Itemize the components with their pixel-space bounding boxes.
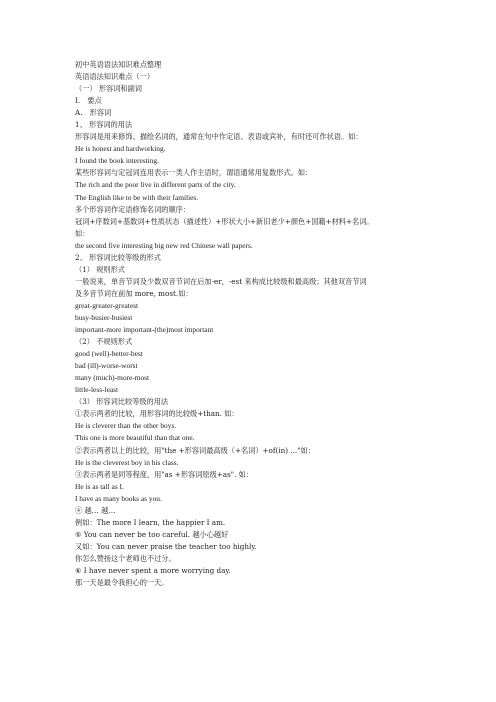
outline-heading: （3） 形容词比较等级的用法 [75, 397, 169, 407]
paragraph-line: 冠词+序数词+基数词+性质状态（描述性）+形状大小+新旧老少+颜色+国籍+材料+名词。 [75, 216, 374, 226]
example-sentence: little-less-least [75, 385, 119, 395]
paragraph-line: 你怎么赞扬这个老师也不过分。 [75, 553, 176, 563]
paragraph-line: 一般说来，单音节词及少数双音节词在后加-er，-est 来构成比较级和最高级；其他双音节词 [75, 276, 367, 286]
paragraph-line: 又如：You can never praise the teacher too highly. [75, 541, 257, 551]
paragraph-line: 那一天是最令我担心的一天。 [75, 578, 169, 588]
outline-heading: 2、 形容词比较等级的形式 [75, 252, 161, 262]
section-subheading: （一） 形容词和副词 [75, 84, 142, 94]
paragraph-line: ④ 越… 越… [75, 505, 116, 515]
outline-heading: 1、 形容词的用法 [75, 120, 133, 130]
paragraph-line: 例如：The more I learn, the happier I am. [75, 517, 226, 527]
outline-heading: A. 形容词 [75, 108, 112, 118]
example-sentence: many (much)-more-most [75, 373, 150, 383]
example-sentence: busy-busier-busiest [75, 312, 133, 322]
outline-heading: （2） 不规则形式 [75, 337, 133, 347]
example-sentence: great-greater-greatest [75, 300, 139, 310]
paragraph-line: 及多音节词在前加 more, most.如： [75, 288, 193, 298]
section-heading: 英语语法知识难点（一） [75, 72, 155, 82]
example-sentence: good (well)-better-best [75, 349, 143, 359]
paragraph-line: 多个形容词作定语修饰名词的顺序： [75, 204, 191, 214]
paragraph-line: 如： [75, 228, 90, 238]
outline-heading: （1） 规则形式 [75, 264, 125, 274]
example-sentence: I found the book interesting. [75, 156, 159, 166]
example-sentence: He is as tall as I. [75, 481, 124, 491]
example-sentence: important-more important-(the)most important [75, 325, 214, 335]
document-body [75, 59, 435, 589]
paragraph-line: ③表示两者是同等程度，用"as +形容词原级+as". 如： [75, 469, 254, 479]
paragraph-line: ⑤ You can never be too careful. 越小心越好 [75, 529, 229, 539]
paragraph-line: 某些形容词与定冠词连用表示一类人作主语时，谓语通常用复数形式。如： [75, 168, 313, 178]
paragraph-line: ②表示两者以上的比较，用"the +形容词最高级（+名词）+of(in) ..."如： [75, 445, 315, 455]
paragraph-line: 形容词是用来修饰、描绘名词的，通常在句中作定语、表语或宾补，有时还可作状语。如： [75, 132, 363, 142]
example-sentence: I have as many books as you. [75, 493, 162, 503]
example-sentence: He is cleverer than the other boys. [75, 421, 177, 431]
example-sentence: This one is more beautiful than that one. [75, 433, 195, 443]
paragraph-line: ⑥ I have never spent a more worrying day. [75, 565, 231, 575]
example-sentence: the second five interesting big new red Chinese wall papers. [75, 240, 253, 250]
example-sentence: The English like to be with their families. [75, 192, 199, 202]
example-sentence: He is honest and hardworking. [75, 144, 166, 154]
example-sentence: The rich and the poor live in different parts of the city. [75, 180, 236, 190]
outline-heading: I. 要点 [75, 96, 102, 106]
doc-title: 初中英语语法知识难点整理 [75, 60, 162, 69]
example-sentence: bad (ill)-worse-worst [75, 361, 138, 371]
example-sentence: He is the cleverest boy in his class. [75, 457, 179, 467]
paragraph-line: ①表示两者的比较，用形容词的比较级+than. 如： [75, 409, 239, 419]
